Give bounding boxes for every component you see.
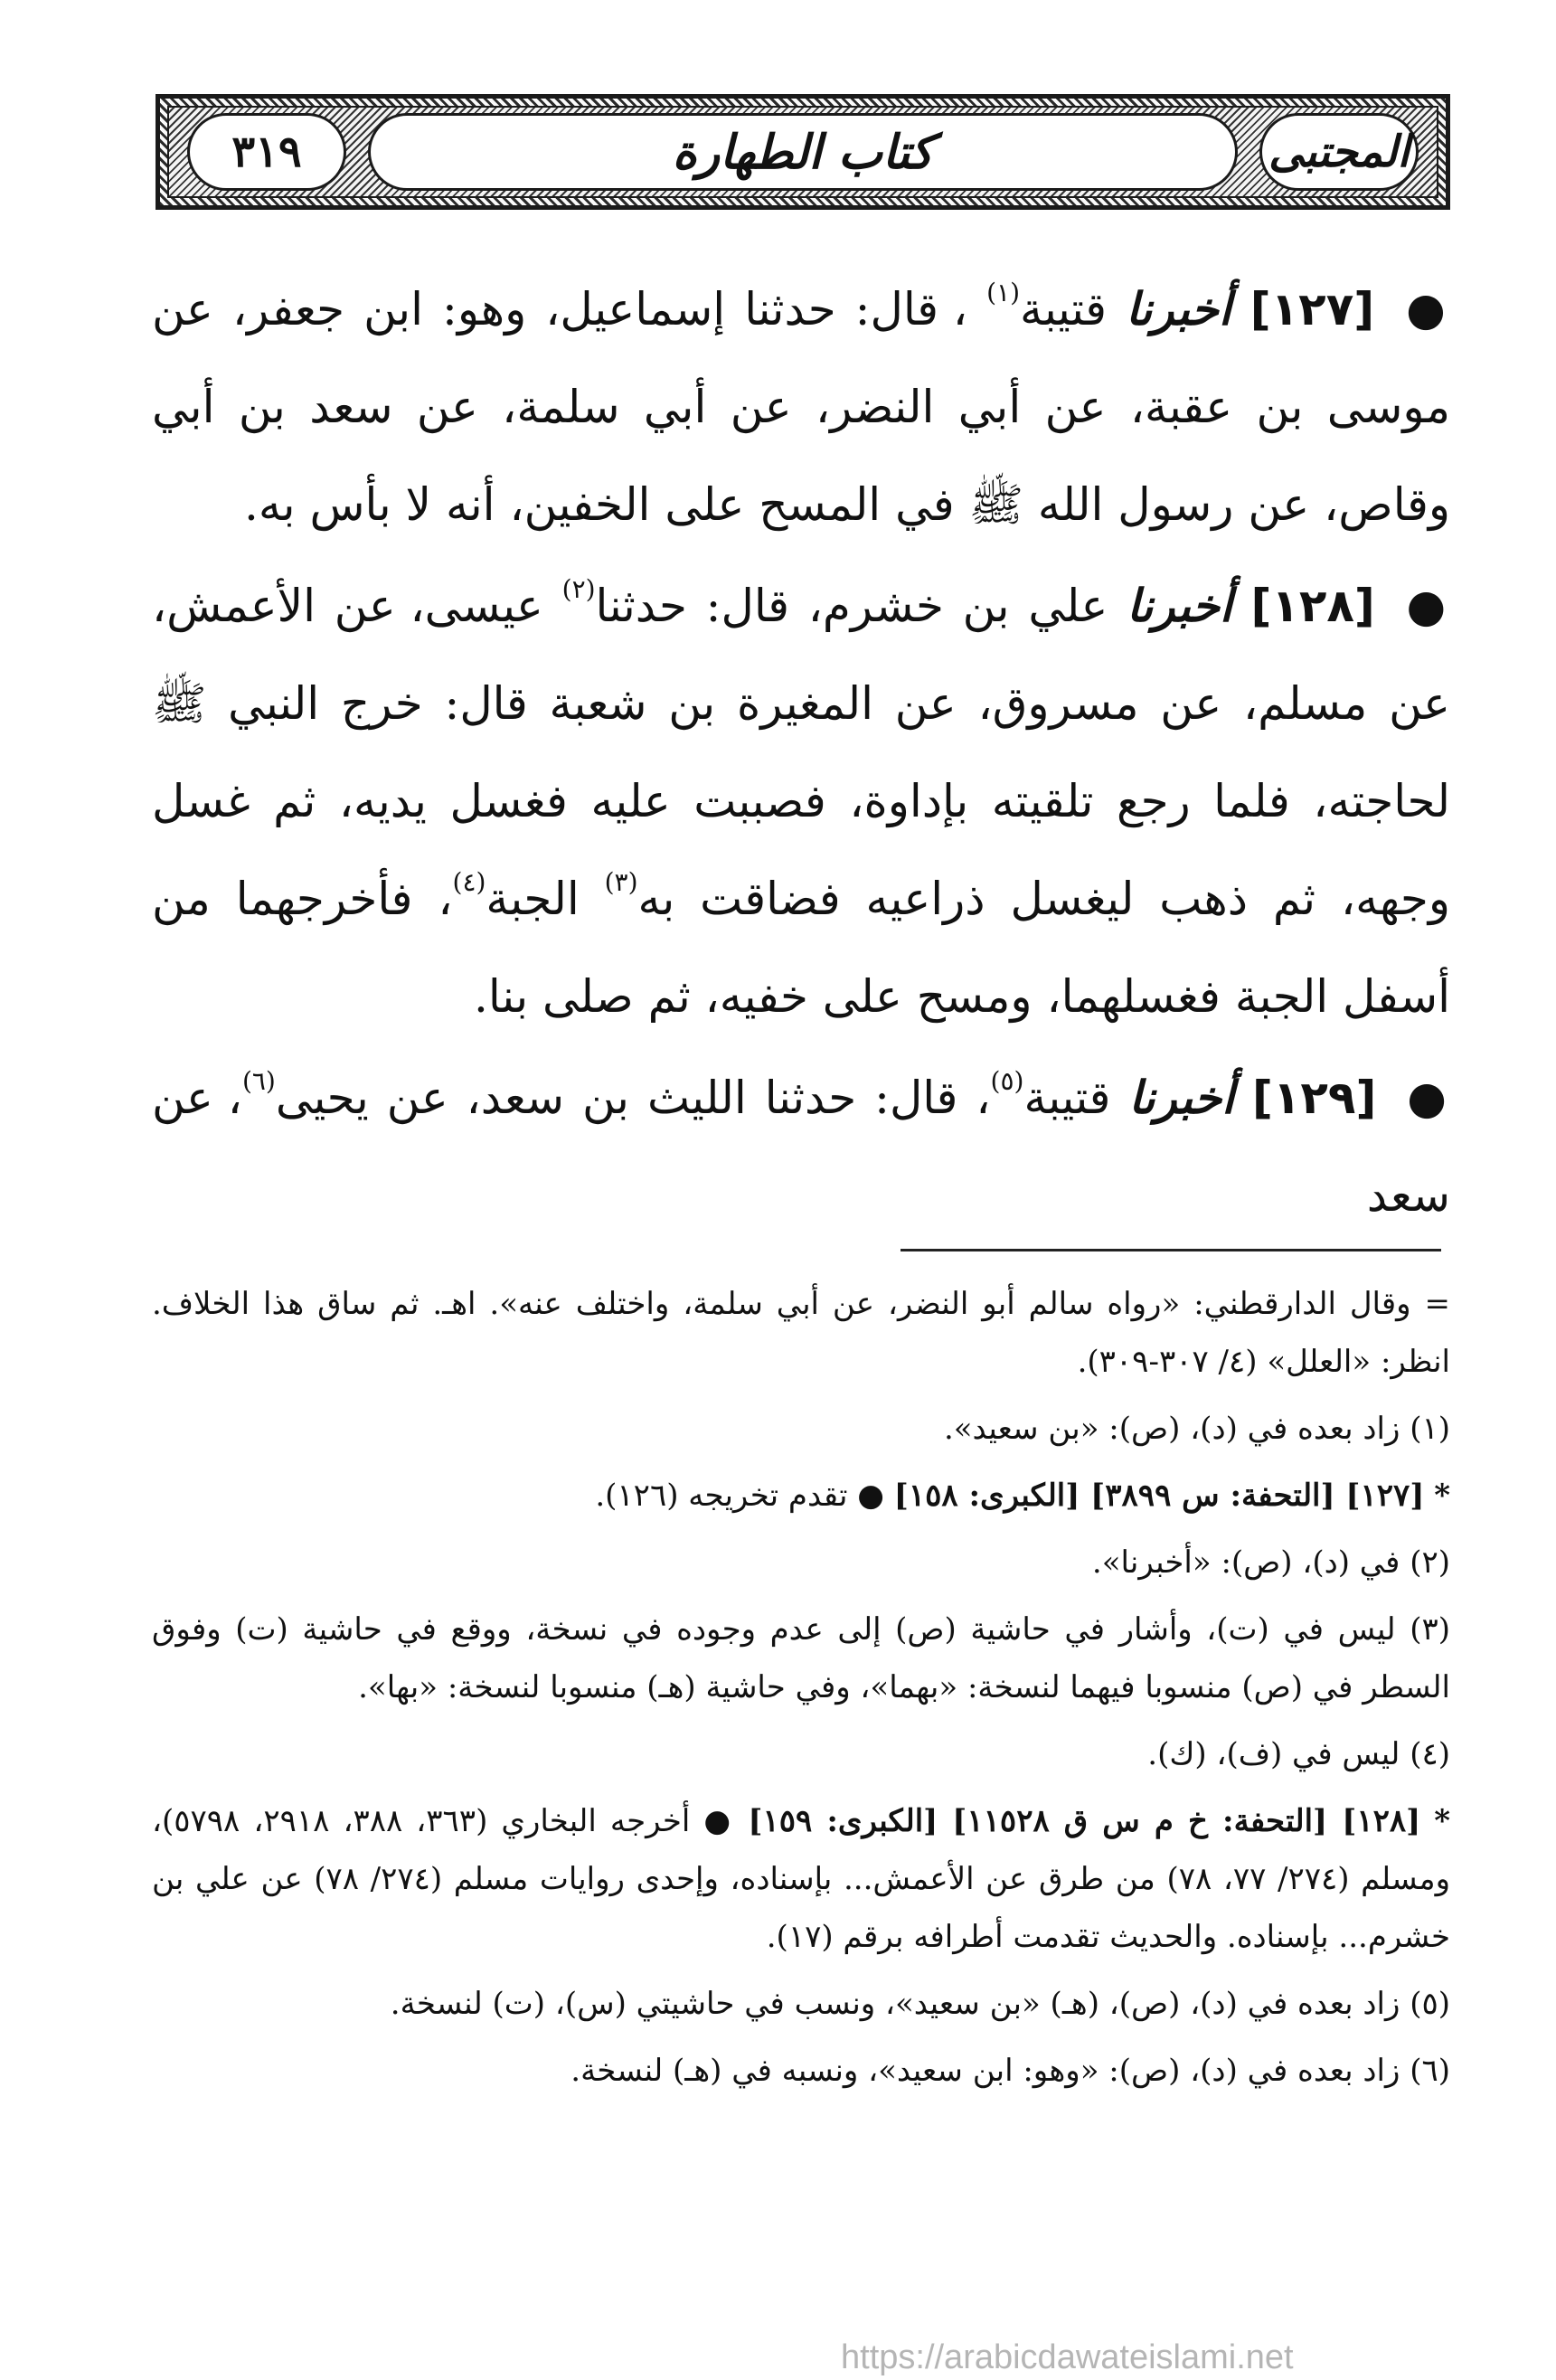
takhrij-text: ● أخرجه البخاري (٣٦٣، ٣٨٨، ٢٩١٨، ٥٧٩٨)، ومسلم (٢٧٤/ ٧٧، ٧٨) من طرق عن الأعمش... بإسناده، وإحدى روايات مسلم (٢٧٤/ ٧٨) عن علي بن خشرم... بإسناده. والحديث تقدمت أطرافه برقم (١٧). [152,1803,1451,1955]
footnote-ref: (٥) [990,1066,1024,1096]
footnote-ref: (٦) [241,1066,276,1096]
footnote-ref: (٣) [604,867,638,897]
footnote-2: (٢) في (د)، (ص): «أخبرنا». [1091,1544,1450,1581]
footnote-ref: (٢) [561,574,596,604]
takhrij-128 [152,1792,1450,1966]
hadith-129 [152,1049,1450,1244]
bullet-icon: ● [1406,580,1450,632]
footnote-continuation [152,1275,1450,1391]
hadith-128 [152,557,1450,1045]
hadith-text: عيسى، عن الأعمش، عن مسلم، عن مسروق، عن المغيرة بن شعبة قال: خرج النبي ﷺ لحاجته، فلما رجع تلقيته بإداوة، فصببت عليه فغسل يديه، ثم غسل وجهه، ثم ذهب ليغسل ذراعيه فضاقت به [152,580,1450,925]
hadith-text: الجبة [486,873,580,925]
footnote-separator [901,1249,1441,1251]
chapter-title: كتاب الطهارة [672,124,934,180]
star-icon: * [1434,1803,1451,1839]
takhrij-reference: [١٢٨] [التحفة: خ م س ق ١١٥٢٨] [الكبرى: ١٥٩] [748,1803,1421,1839]
footnote-3: (٣) ليس في (ت)، وأشار في حاشية (ص) إلى عدم وجوده في نسخة، ووقع في حاشية (ت) وفوق السطر في (ص) منسوبا فيهما لنسخة: «بهما»، وفي حاشية (هـ) منسوبا لنسخة: «بها». [152,1611,1450,1705]
hadith-number: [١٢٨] [1250,580,1375,632]
takhrij-text: ● تقدم تخريجه (١٢٦). [595,1478,884,1514]
footnotes [152,1275,1450,2109]
page-number: ٣١٩ [231,127,302,177]
hadith-text: ، قال: حدثنا الليث بن سعد، عن يحيى [275,1072,991,1124]
star-icon: * [1434,1478,1450,1514]
footnote-text: وقال الدارقطني: «رواه سالم أبو النضر، عن أبي سلمة، واختلف عنه». اهـ. ثم ساق هذا الخلاف. انظر: «العلل» (٤/ ٣٠٧-٣٠٩). [152,1286,1450,1380]
footnote-5: (٥) زاد بعده في (د)، (ص)، (هـ) «بن سعيد»، ونسب في حاشيتي (س)، (ت) لنسخة. [390,1986,1450,2022]
book-name: المجتبى [1268,127,1410,177]
hadith-text: قتيبة [1023,1072,1111,1124]
takhrij-127 [152,1467,1450,1525]
hadith-number: [١٢٧] [1250,283,1375,335]
hadith-text: علي بن خشرم، قال: حدثنا [595,580,1108,632]
book-name-cartouche [1259,113,1419,191]
footnote-6: (٦) زاد بعده في (د)، (ص): «وهو: ابن سعيد»، ونسبه في (هـ) لنسخة. [571,2053,1450,2089]
hadith-text: قتيبة [1020,283,1107,335]
bullet-icon: ● [1406,283,1450,335]
akhbarana-word: أخبرنا [1126,282,1231,335]
footnote-1: (١) زاد بعده في (د)، (ص): «بن سعيد». [943,1411,1450,1447]
page-header [156,94,1450,210]
watermark-url: https://arabicdawateislami.net [841,2338,1294,2376]
bullet-icon: ● [1407,1072,1450,1124]
footnote-ref: (٤) [452,867,486,897]
page-number-cartouche [187,113,346,191]
hadith-text: ، قال: حدثنا إسماعيل، وهو: ابن جعفر، عن موسى بن عقبة، عن أبي النضر، عن أبي سلمة، عن سعد بن أبي وقاص، عن رسول الله ﷺ في المسح على الخفين، أنه لا بأس به. [152,283,1450,531]
footnote-ref: (١) [986,278,1021,307]
chapter-title-cartouche [368,113,1238,191]
hadith-text: ، فأخرجهما من أسفل الجبة فغسلهما، ومسح على خفيه، ثم صلى بنا. [152,873,1450,1023]
hadith-127 [152,260,1450,553]
hadith-number: [١٢٩] [1252,1072,1377,1124]
akhbarana-word: أخبرنا [1128,1071,1235,1124]
hadith-text: ، عن سعد [152,1072,1450,1222]
hadith-text-body [152,260,1450,1248]
footnote-4: (٤) ليس في (ف)، (ك). [1147,1736,1450,1772]
continuation-mark: = [1424,1286,1450,1322]
akhbarana-word: أخبرنا [1127,579,1232,632]
takhrij-reference: [١٢٧] [التحفة: س ٣٨٩٩] [الكبرى: ١٥٨] [893,1478,1425,1514]
